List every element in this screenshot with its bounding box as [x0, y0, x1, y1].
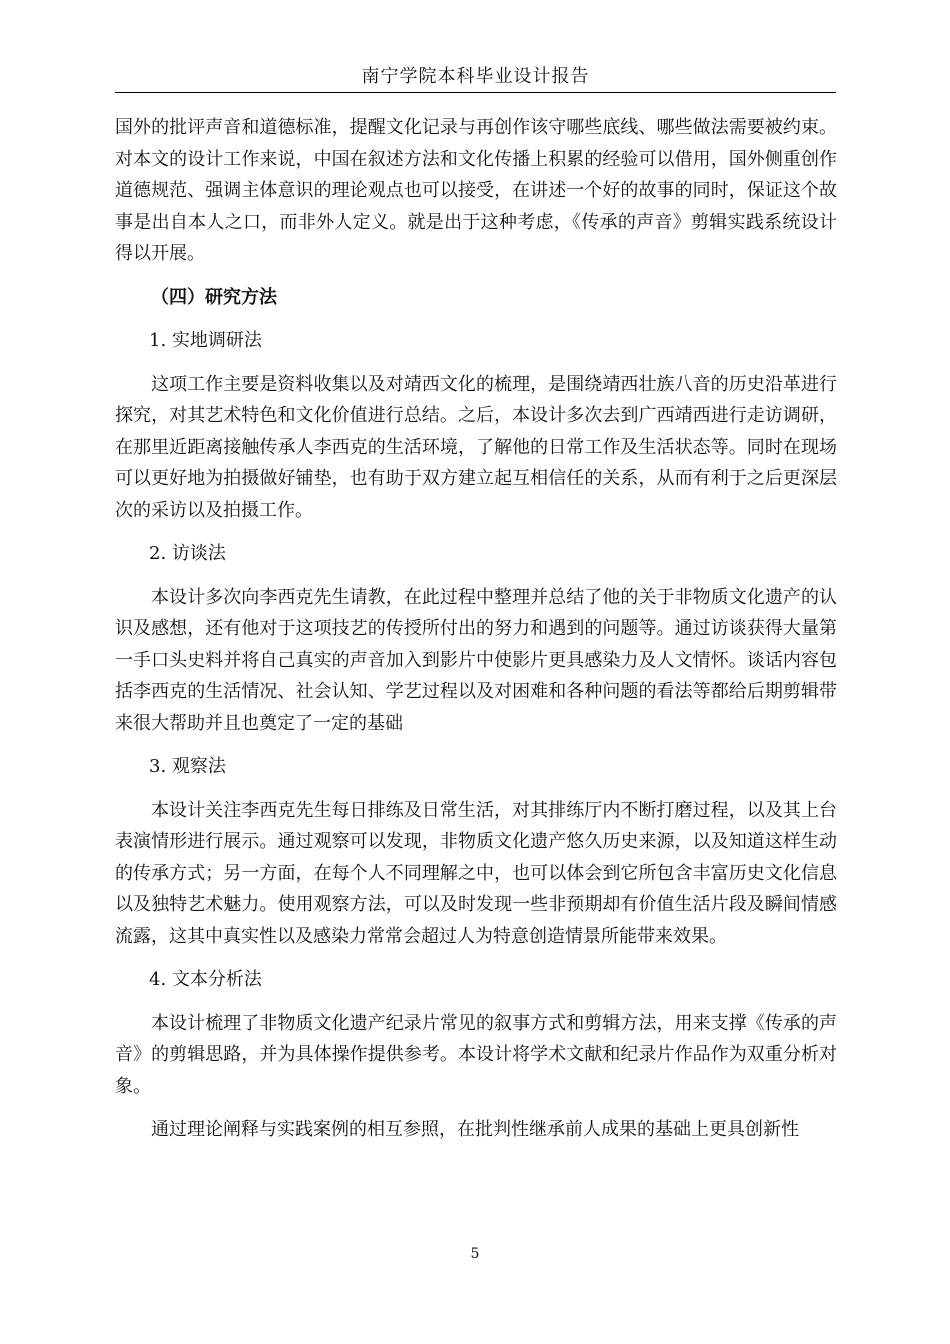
method-3-paragraph: 本设计关注李西克先生每日排练及日常生活，对其排练厅内不断打磨过程，以及其上台表演情形进行展示。通过观察可以发现，非物质文化遗产悠久历史来源，以及知道这样生动的传承方式；另一方面，在每个人不同理解之中，也可以体会到它所包含丰富历史文化信息以及独特艺术魅力。使用观察方法，可以及时发现一些非预期却有价值生活片段及瞬间情感流露，这其中真实性以及感染力常常会超过人为特意创造情景所能带来效果。: [115, 799, 837, 947]
method-1-paragraph: 这项工作主要是资料收集以及对靖西文化的梳理，是围绕靖西壮族八音的历史沿革进行探究，对其艺术特色和文化价值进行总结。之后，本设计多次去到广西靖西进行走访调研，在那里近距离接触传承人李西克的生活环境，了解他的日常工作及生活状态等。同时在现场可以更好地为拍摄做好铺垫，也有助于双方建立起互相信任的关系，从而有利于之后更深层次的采访以及拍摄工作。: [115, 373, 837, 521]
method-2-paragraph: 本设计多次向李西克先生请教，在此过程中整理并总结了他的关于非物质文化遗产的认识及感想，还有他对于这项技艺的传授所付出的努力和遇到的问题等。通过访谈获得大量第一手口头史料并将自己真实的声音加入到影片中使影片更具感染力及人文情怀。谈话内容包括李西克的生活情况、社会认知、学艺过程以及对困难和各种问题的看法等都给后期剪辑带来很大帮助并且也奠定了一定的基础: [115, 586, 837, 734]
method-4-paragraph: 本设计梳理了非物质文化遗产纪录片常见的叙事方式和剪辑方法，用来支撑《传承的声音》的剪辑思路，并为具体操作提供参考。本设计将学术文献和纪录片作品作为双重分析对象。: [115, 1012, 837, 1097]
page-number: 5: [470, 1246, 480, 1262]
section-heading: （四）研究方法: [151, 286, 277, 308]
closing-paragraph: 通过理论阐释与实践案例的相互参照，在批判性继承前人成果的基础上更具创新性: [151, 1119, 799, 1140]
intro-paragraph: 国外的批评声音和道德标准，提醒文化记录与再创作该守哪些底线、哪些做法需要被约束。对本文的设计工作来说，中国在叙述方法和文化传播上积累的经验可以借用，国外侧重创作道德规范、强调主体意识的理论观点也可以接受，在讲述一个好的故事的同时，保证这个故事是出自本人之口，而非外人定义。就是出于这种考虑，《传承的声音》剪辑实践系统设计得以开展。: [115, 117, 837, 264]
page-header-title: 南宁学院本科毕业设计报告: [361, 66, 590, 87]
body-content: [115, 112, 837, 1158]
method-1-heading: 1. 实地调研法: [149, 330, 262, 351]
header-divider: [115, 92, 836, 93]
method-4-heading: 4. 文本分析法: [149, 969, 262, 990]
method-2-heading: 2. 访谈法: [149, 543, 226, 564]
method-3-heading: 3. 观察法: [149, 756, 226, 777]
